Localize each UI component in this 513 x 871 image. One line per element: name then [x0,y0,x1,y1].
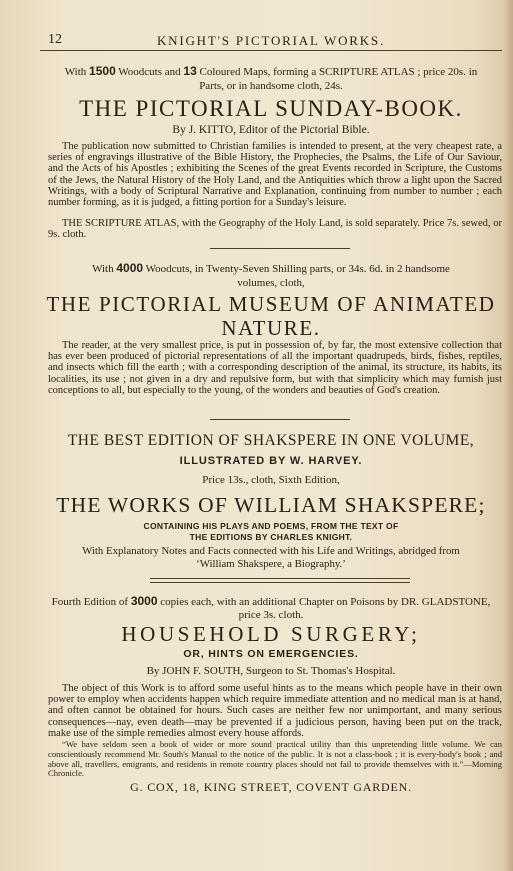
museum-intro: With 4000 Woodcuts, in Twenty-Seven Shilling parts, or 34s. 6d. in 2 handsome volumes, cloth, [92,261,450,289]
surgery-description: The object of this Work is to afford some useful hints as to the means which people have in their own power to employ when accidents happen which require immediate attention and no medical man is at hand, and often cannot be obtained for hours. Such cases are neither few nor unimportant, and many serious consequences—nay, even death—may be prevented if a judicious person, having been put on the track, make use of the simple remedies almost every house affords. [48,683,502,739]
shakspere-price: Price 13s., cloth, Sixth Edition, [202,474,340,486]
surgery-intro: Fourth Edition of 3000 copies each, with an additional Chapter on Poisons by DR. GLADSTONE, price 3s. cloth. [51,594,491,621]
shakspere-contents: CONTAINING HIS PLAYS AND POEMS, FROM THE TEXT OF THE EDITIONS BY CHARLES KNIGHT. [143,521,399,542]
running-head [40,30,502,51]
page-number: 12 [48,32,62,47]
publisher-imprint: G. COX, 18, KING STREET, COVENT GARDEN. [130,780,412,794]
sunday-book-intro: With 1500 Woodcuts and 13 Coloured Maps, forming a SCRIPTURE ATLAS ; price 20s. in Parts, or in handsome cloth, 24s. [64,64,478,92]
scripture-atlas-note: THE SCRIPTURE ATLAS, with the Geography of the Holy Land, is sold separately. Price 7s. sewed, or 9s. cloth. [48,218,502,241]
sunday-book-byline: By J. KITTO, Editor of the Pictorial Bible. [172,124,370,136]
museum-title: THE PICTORIAL MUSEUM OF ANIMATED NATURE. [46,292,496,340]
sunday-book-description: The publication now submitted to Christian families is intended to present, at the very cheapest rate, a series of engravings illustrative of the Bible History, the Prophecies, the Psalms, the Life of Our Saviour, and the Acts of his Apostles ; exhibiting the Scenes of the great Events recorded in Scripture, the Customs of the Jews, the Natural History of the Holy Land, and the Antiquities which throw a light upon the Sacred Writings, with a body of Scriptural Narrative and Explanation, continuing from number to number ; each number forming, as it is judged, a fitting portion for a Sunday's leisure. [48,141,502,209]
section-divider [210,248,350,249]
surgery-review-quote: “We have seldom seen a book of wider or more sound practical utility than this unpretending little volume. We can conscientiously recommend Mr. South's Manual to the notice of the public. It is not a class-book ; it is every-body's book ; and above all, travellers, emigrants, and residents in remote country places should not fail to provide themselves with it.”—Morning Chronicle. [48,739,502,779]
section-divider-double [150,578,410,583]
running-title: KNIGHT'S PICTORIAL WORKS. [156,33,386,48]
surgery-byline: By JOHN F. SOUTH, Surgeon to St. Thomas's Hospital. [146,665,396,677]
section-divider [210,419,350,420]
sunday-book-title: THE PICTORIAL SUNDAY-BOOK. [79,96,463,121]
surgery-subtitle: OR, HINTS ON EMERGENCIES. [183,648,359,660]
shakspere-heading: THE BEST EDITION OF SHAKSPERE IN ONE VOLUME, [67,432,475,449]
shakspere-title: THE WORKS OF WILLIAM SHAKSPERE; [56,493,486,517]
surgery-title: HOUSEHOLD SURGERY; [121,622,421,646]
shakspere-notes: With Explanatory Notes and Facts connected with his Life and Writings, abridged from ‘William Shakspere, a Biography.’ [82,545,460,570]
page-edge-shadow [503,0,513,871]
shakspere-illustrated: ILLUSTRATED BY W. HARVEY. [179,455,363,467]
museum-description: The reader, at the very smallest price, is put in possession of, by far, the most extensive collection that has ever been produced of pictorial representations of all the important quadrupeds, birds, fishes, reptiles, and insects which fill the earth ; with a corresponding description of the animal, its structure, its habits, its localities, its use ; not given in a dry and repulsive form, but with that simplicity which may furnish just conceptions to all, but especially to the young, of the wonders and beauties of God's creation. [48,340,502,396]
